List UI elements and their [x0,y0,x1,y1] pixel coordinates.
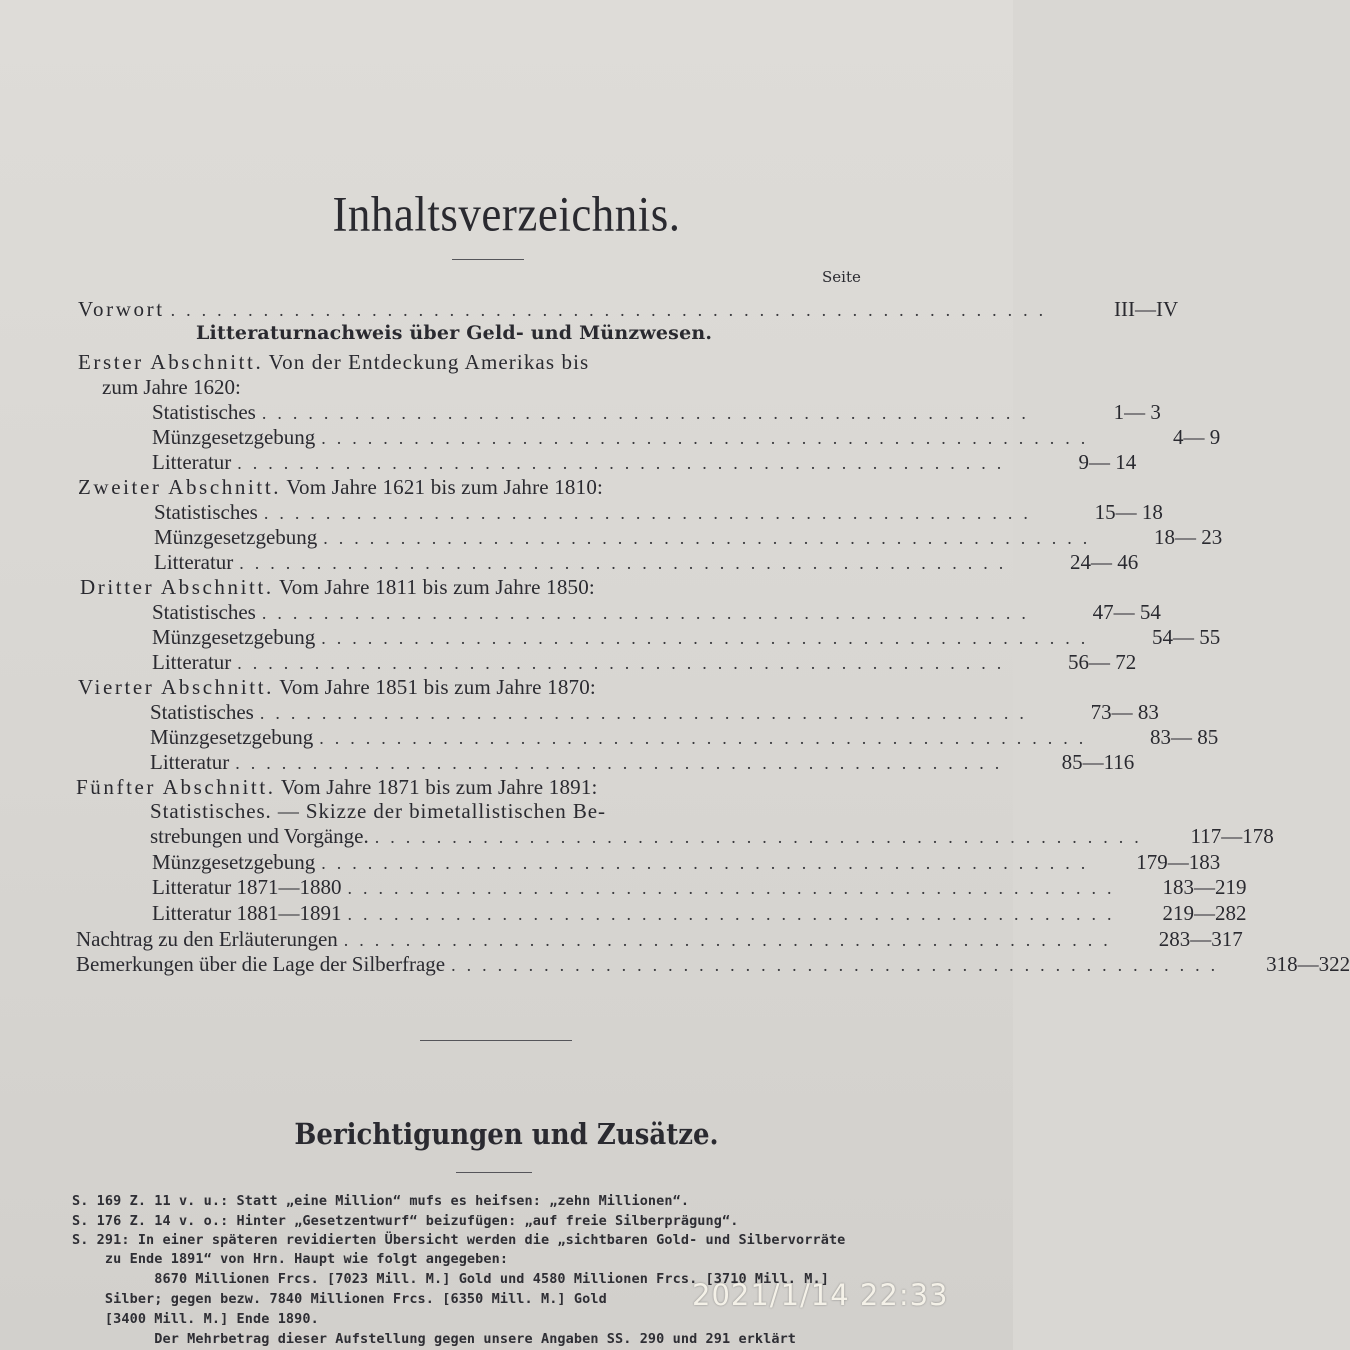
toc-row [152,425,1221,450]
leader-dots: .................................................. [239,553,1015,573]
toc-row [150,725,1219,750]
toc-page: 83— 85 [1150,725,1219,749]
toc-label: Litteratur [152,450,232,474]
toc-row [154,500,1163,525]
section-2-name: Zweiter Abschnitt. [78,475,282,499]
section-3-name: Dritter Abschnitt. [80,575,274,599]
toc-row [150,824,1274,849]
toc-page: 219—282 [1162,901,1247,925]
leader-dots: .................................................. [237,653,1013,673]
toc-row-nachtrag [76,927,1243,952]
toc-label: Litteratur [154,550,234,574]
leader-dots: .................................................. [321,853,1097,873]
toc-row [152,625,1221,650]
toc-page: 15— 18 [1094,500,1163,524]
toc-label: Münzgesetzgebung [150,725,314,749]
toc-page: 18— 23 [1154,525,1223,549]
toc-page: 85—116 [1061,750,1135,774]
section-1-heading-cont: zum Jahre 1620: [102,375,241,399]
toc-row [150,700,1159,725]
correction-line: S. 169 Z. 11 v. u.: Statt „eine Million“ mufs es heifsen: „zehn Millionen“. [72,1193,690,1209]
section-2-desc: Vom Jahre 1621 bis zum Jahre 1810: [286,475,604,499]
page-title: Inhaltsverzeichnis. [332,186,681,242]
section-4-desc: Vom Jahre 1851 bis zum Jahre 1870: [279,675,596,699]
leader-dots: .................................................. [323,528,1099,548]
section-1-name: Erster Abschnitt. [78,350,264,374]
toc-label: Münzgesetzgebung [154,525,318,549]
toc-page: 47— 54 [1092,600,1161,624]
toc-page: 73— 83 [1090,700,1159,724]
section-rule [420,1040,572,1041]
corrections-title: Berichtigungen und Zusätze. [294,1118,719,1152]
leader-dots: .................................................. [343,930,1119,950]
toc-page: 9— 14 [1078,450,1137,474]
leader-dots: ......................................................... [170,300,1055,320]
toc-page: 117—178 [1190,824,1274,848]
section-4-heading [78,675,596,700]
leader-dots: .................................................. [321,628,1097,648]
leader-dots: .................................................. [374,827,1150,847]
leader-dots: .................................................. [451,955,1227,975]
toc-label: Münzgesetzgebung [152,625,316,649]
section-4-name: Vierter Abschnitt. [78,675,275,699]
title-rule [452,259,524,260]
corrections-rule [456,1172,532,1173]
leader-dots: .................................................. [347,878,1123,898]
leader-dots: .................................................. [347,904,1123,924]
toc-label: Statistisches [154,500,258,524]
leader-dots: .................................................. [261,603,1037,623]
toc-row-bemerkungen [76,952,1350,977]
correction-line: S. 176 Z. 14 v. o.: Hinter „Gesetzentwurf“ beizufügen: „auf freie Silberprägung“. [72,1213,739,1229]
toc-label: Statistisches [152,400,256,424]
leader-dots: .................................................. [319,728,1095,748]
toc-label: Statistisches [152,600,256,624]
toc-page: 24— 46 [1070,550,1139,574]
toc-label: Statistisches [150,700,254,724]
toc-row [152,901,1247,926]
toc-page: 56— 72 [1068,650,1137,674]
toc-row [150,750,1135,775]
correction-line: Silber; gegen bezw. 7840 Millionen Frcs. [6350 Mill. M.] Gold [72,1291,607,1307]
correction-line: 8670 Millionen Frcs. [7023 Mill. M.] Gold und 4580 Millionen Frcs. [3710 Mill. M.] [72,1271,829,1287]
toc-page: 183—219 [1162,875,1247,899]
leader-dots: .................................................. [321,428,1097,448]
correction-line: Der Mehrbetrag dieser Aufstellung gegen unsere Angaben SS. 290 und 291 erklärt [72,1331,797,1347]
toc-page: 1— 3 [1113,400,1161,424]
section-2-heading [78,475,603,500]
correction-line: zu Ende 1891“ von Hrn. Haupt wie folgt angegeben: [72,1251,509,1267]
toc-label: Litteratur 1871—1880 [152,875,342,899]
toc-page: III—IV [1114,297,1179,321]
toc-label: Münzgesetzgebung [152,425,316,449]
toc-label: Bemerkungen über die Lage der Silberfrage [76,952,446,976]
toc-page: 179—183 [1136,850,1221,874]
toc-row [152,850,1221,875]
toc-row [154,525,1223,550]
toc-row [152,600,1161,625]
toc-page: 54— 55 [1152,625,1221,649]
toc-page: 318—322 [1266,952,1350,976]
correction-line: [3400 Mill. M.] Ende 1890. [72,1311,319,1327]
toc-label: Münzgesetzgebung [152,850,316,874]
toc-row-vorwort [78,297,1179,322]
section-5-name: Fünfter Abschnitt. [76,775,276,799]
toc-page: 4— 9 [1173,425,1221,449]
section-1-desc: Von der Entdeckung Amerikas bis [268,350,590,374]
correction-line: S. 291: In einer späteren revidierten Übersicht werden die „sichtbaren Gold- und Silbervorräte [72,1232,846,1248]
toc-row [152,450,1137,475]
leader-dots: .................................................. [237,453,1013,473]
subheading: Litteraturnachweis über Geld- und Münzwesen. [196,322,713,344]
toc-label: Nachtrag zu den Erläuterungen [76,927,338,951]
leader-dots: .................................................. [263,503,1039,523]
section-1-heading [78,350,589,375]
section-3-heading [80,575,595,600]
toc-label: Vorwort [78,297,165,321]
toc-label: Litteratur 1881—1891 [152,901,342,925]
toc-row [152,650,1137,675]
photo-timestamp: 2021/1/14 22:33 [692,1278,949,1312]
section-5-desc: Vom Jahre 1871 bis zum Jahre 1891: [280,775,598,799]
section-5-heading [76,775,598,800]
toc-label: strebungen und Vorgänge. [150,824,369,848]
seite-label: Seite [822,268,861,286]
toc-row [154,550,1139,575]
section-5-stat-line: Statistisches. — Skizze der bimetallistischen Be- [150,799,606,823]
leader-dots: .................................................. [261,403,1037,423]
toc-row [152,400,1161,425]
toc-label: Litteratur [150,750,230,774]
leader-dots: .................................................. [259,703,1035,723]
toc-row [152,875,1247,900]
leader-dots: .................................................. [235,753,1011,773]
toc-label: Litteratur [152,650,232,674]
section-3-desc: Vom Jahre 1811 bis zum Jahre 1850: [279,575,595,599]
toc-page: 283—317 [1158,927,1243,951]
